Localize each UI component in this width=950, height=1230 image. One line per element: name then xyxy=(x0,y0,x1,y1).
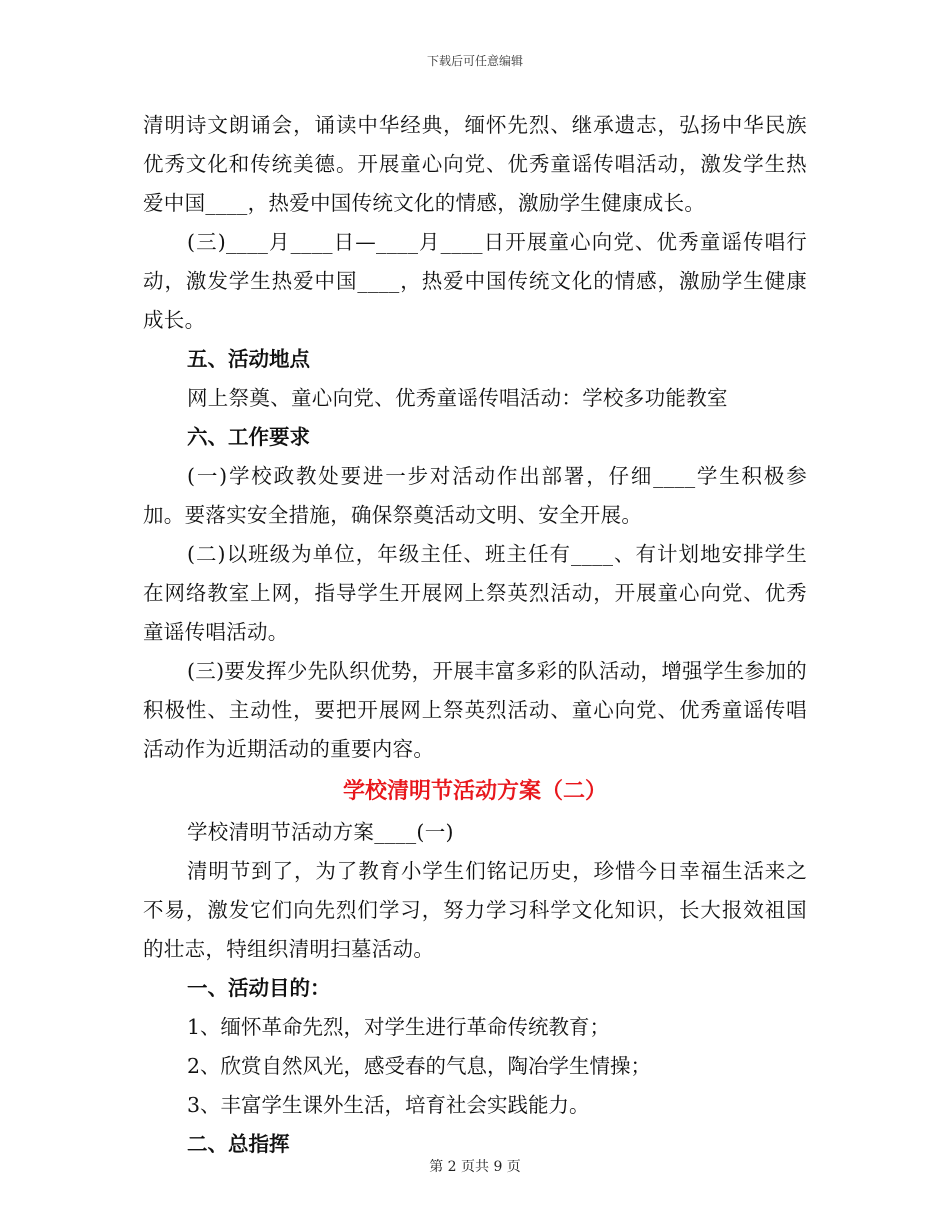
paragraph-requirement-2: (二)以班级为单位，年级主任、班主任有____、有计划地安排学生在网络教室上网，指导学生开展网上祭英烈活动，开展童心向党、优秀童谣传唱活动。 xyxy=(143,542,807,644)
paragraph-schedule-3: (三)____月____日—____月____日开展童心向党、优秀童谣传唱行动，激发学生热爱中国____，热爱中国传统文化的情感，激励学生健康成长。 xyxy=(143,230,807,332)
paragraph-requirement-1: (一)学校政教处要进一步对活动作出部署，仔细____学生积极参加。要落实安全措施，确保祭奠活动文明、安全开展。 xyxy=(143,464,807,527)
page-footer: 第 2 页共 9 页 xyxy=(429,1159,521,1175)
list-item: 2、欣赏自然风光，感受春的气息，陶冶学生情操； xyxy=(187,1054,652,1078)
list-item: 1、缅怀革命先烈，对学生进行革命传统教育； xyxy=(187,1015,611,1039)
paragraph-plan-subtitle: 学校清明节活动方案____(一) xyxy=(187,820,454,844)
page-header: 下载后可任意编辑 xyxy=(426,54,523,68)
paragraph-intro: 清明节到了，为了教育小学生们铭记历史，珍惜今日幸福生活来之不易，激发它们向先烈们学习，努力学习科学文化知识，长大报效祖国的壮志，特组织清明扫墓活动。 xyxy=(143,859,807,961)
paragraph-requirement-3: (三)要发挥少先队织优势，开展丰富多彩的队活动，增强学生参加的积极性、主动性，要把开展网上祭英烈活动、童心向党、优秀童谣传唱活动作为近期活动的重要内容。 xyxy=(143,659,807,761)
section-title: 学校清明节活动方案（二） xyxy=(342,778,607,804)
paragraph-recitation: 清明诗文朗诵会，诵读中华经典，缅怀先烈、继承遗志，弘扬中华民族优秀文化和传统美德。开展童心向党、优秀童谣传唱活动，激发学生热爱中国____，热爱中国传统文化的情感，激励学生健康成长。 xyxy=(143,113,807,215)
heading-activity-purpose: 一、活动目的： xyxy=(187,976,331,1000)
heading-activity-location: 五、活动地点 xyxy=(187,347,310,371)
heading-work-requirements: 六、工作要求 xyxy=(187,425,310,449)
heading-commander: 二、总指挥 xyxy=(187,1132,290,1156)
paragraph-location: 网上祭奠、童心向党、优秀童谣传唱活动：学校多功能教室 xyxy=(187,386,728,410)
list-item: 3、丰富学生课外生活，培育社会实践能力。 xyxy=(187,1093,590,1117)
document-body xyxy=(143,106,807,1164)
